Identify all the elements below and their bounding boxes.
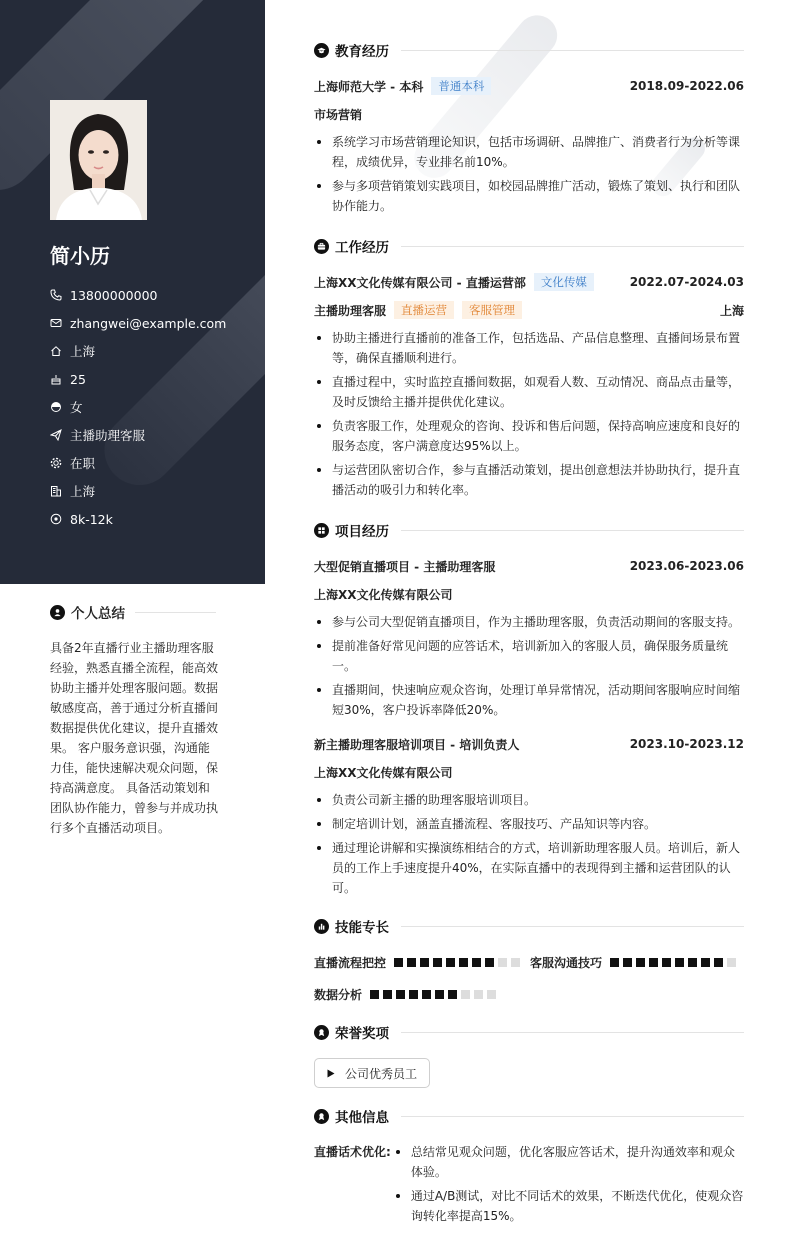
project-org-row — [314, 584, 744, 604]
summary-title: 个人总结 — [71, 606, 125, 622]
role-name: 主播助理客服 — [314, 303, 387, 318]
skill-block — [446, 958, 455, 967]
graduation-cap-icon — [314, 43, 329, 58]
school-name: 上海师范大学 - 本科 — [314, 79, 424, 94]
contact-value: 上海 — [70, 484, 96, 499]
contact-age — [50, 365, 226, 393]
skill-name: 数据分析 — [314, 987, 363, 1002]
skill-block — [688, 958, 697, 967]
skill-block — [511, 958, 520, 967]
list-item: 负责公司新主播的助理客服培训项目。 — [314, 790, 744, 810]
skill-block — [675, 958, 684, 967]
skills-header — [314, 916, 744, 936]
send-icon — [50, 429, 62, 441]
building-icon — [50, 485, 62, 497]
skill-block — [714, 958, 723, 967]
contact-value: 13800000000 — [70, 287, 158, 303]
industry-tag: 文化传媒 — [534, 273, 594, 291]
company-name: 上海XX文化传媒有限公司 - 直播运营部 — [314, 275, 526, 290]
list-item: 系统学习市场营销理论知识，包括市场调研、品牌推广、消费者行为分析等课程，成绩优异，专业排名前10%。 — [314, 132, 744, 172]
skill-item — [314, 984, 744, 1004]
skill-name: 客服沟通技巧 — [530, 955, 603, 970]
contact-email — [50, 309, 226, 337]
work-location: 上海 — [719, 303, 744, 318]
skill-block — [370, 990, 379, 999]
main-content — [314, 40, 744, 1230]
divider — [135, 612, 216, 613]
contact-gender — [50, 393, 226, 421]
project-date: 2023.10-2023.12 — [629, 737, 744, 751]
awards-list — [314, 1058, 744, 1088]
projects-header — [314, 520, 744, 540]
education-header — [314, 40, 744, 60]
skill-block — [420, 958, 429, 967]
skill-block — [407, 958, 416, 967]
work-row — [314, 272, 744, 292]
projects-title: 项目经历 — [335, 524, 389, 540]
contact-value: 在职 — [70, 456, 96, 471]
contact-value: 女 — [70, 400, 83, 415]
list-item: 直播期间，快速响应观众咨询，处理订单异常情况，活动期间客服响应时间缩短30%，客户投诉率降低20%。 — [314, 680, 744, 720]
skill-item — [314, 952, 524, 972]
skill-bar — [370, 990, 500, 999]
skill-block — [662, 958, 671, 967]
major-row — [314, 104, 744, 124]
contact-phone — [50, 281, 226, 309]
skill-block — [649, 958, 658, 967]
skill-block — [701, 958, 710, 967]
other-header — [314, 1106, 744, 1126]
status-icon — [50, 457, 62, 469]
project-bullets — [314, 612, 744, 720]
other-block — [314, 1142, 744, 1230]
work-header — [314, 236, 744, 256]
contact-home — [50, 337, 226, 365]
award-icon — [314, 1025, 329, 1040]
project-org: 上海XX文化传媒有限公司 — [314, 587, 453, 602]
project-bullets — [314, 790, 744, 898]
skill-name: 直播流程把控 — [314, 955, 387, 970]
list-item: 负责客服工作，处理观众的咨询、投诉和售后问题，保持高响应速度和良好的服务态度，客户满意度达95%以上。 — [314, 416, 744, 456]
contact-position — [50, 421, 226, 449]
list-item: 制定培训计划，涵盖直播流程、客服技巧、产品知识等内容。 — [314, 814, 744, 834]
list-item: 提前准备好常见问题的应答话术，培训新加入的客服人员，确保服务质量统一。 — [314, 636, 744, 676]
divider — [401, 1032, 744, 1033]
candidate-name: 简小历 — [50, 244, 110, 268]
contact-city — [50, 477, 226, 505]
other-label: 直播话术优化: — [314, 1145, 391, 1159]
contact-value: 8k-12k — [70, 511, 113, 527]
skill-block — [448, 990, 457, 999]
degree-tag: 普通本科 — [431, 77, 491, 95]
divider — [401, 1116, 744, 1117]
education-row — [314, 76, 744, 96]
awards-title: 荣誉奖项 — [335, 1026, 389, 1042]
skill-item — [530, 952, 740, 972]
skills-title: 技能专长 — [335, 920, 389, 936]
project-row — [314, 734, 744, 754]
work-bullets — [314, 328, 744, 500]
summary-header — [50, 602, 216, 622]
work-date: 2022.07-2024.03 — [629, 275, 744, 289]
divider — [401, 926, 744, 927]
skill-block — [394, 958, 403, 967]
skill-block — [727, 958, 736, 967]
project-org-row — [314, 762, 744, 782]
sidebar — [0, 0, 265, 584]
education-date: 2018.09-2022.06 — [629, 79, 744, 93]
project-row — [314, 556, 744, 576]
contact-value: 上海 — [70, 344, 96, 359]
skill-block — [422, 990, 431, 999]
list-item: 参与多项营销策划实践项目，如校园品牌推广活动，锻炼了策划、执行和团队协作能力。 — [314, 176, 744, 216]
other-bullets — [393, 1142, 744, 1230]
skill-block — [383, 990, 392, 999]
list-item: 参与公司大型促销直播项目，作为主播助理客服，负责活动期间的客服支持。 — [314, 612, 744, 632]
skill-block — [472, 958, 481, 967]
skill-block — [396, 990, 405, 999]
project-org: 上海XX文化传媒有限公司 — [314, 765, 453, 780]
list-item: 协助主播进行直播前的准备工作，包括选品、产品信息整理、直播间场景布置等，确保直播顺利进行。 — [314, 328, 744, 368]
avatar — [50, 100, 147, 220]
education-bullets — [314, 132, 744, 216]
work-title: 工作经历 — [335, 240, 389, 256]
role-tag: 直播运营 — [394, 301, 454, 319]
summary-text: 具备2年直播行业主播助理客服经验，熟悉直播全流程，能高效协助主播并处理客服问题。数据敏感度高，善于通过分析直播间数据提供优化建议，提升直播效果。 客户服务意识强，沟通能力佳，能快速解决观众问题，保持高满意度。 具备活动策划和团队协作能力，曾参与并成功执行多个直播活动项目。 — [50, 641, 219, 835]
mail-icon — [50, 317, 62, 329]
project-name: 新主播助理客服培训项目 - 培训负责人 — [314, 737, 520, 752]
contact-list — [50, 281, 226, 533]
age-icon — [50, 373, 62, 385]
divider — [401, 530, 744, 531]
skill-block — [433, 958, 442, 967]
briefcase-icon — [314, 239, 329, 254]
award-chip — [314, 1058, 430, 1088]
role-row — [314, 300, 744, 320]
skill-block — [623, 958, 632, 967]
contact-salary — [50, 505, 226, 533]
other-title: 其他信息 — [335, 1110, 389, 1126]
list-item: 总结常见观众问题，优化客服应答话术，提升沟通效率和观众体验。 — [393, 1142, 744, 1182]
home-icon — [50, 345, 62, 357]
list-item: 通过A/B测试，对比不同话术的效果，不断迭代优化，使观众咨询转化率提高15%。 — [393, 1186, 744, 1226]
skill-bar — [394, 958, 524, 967]
skill-block — [487, 990, 496, 999]
skill-block — [485, 958, 494, 967]
skills-row — [314, 952, 744, 972]
gender-icon — [50, 401, 62, 413]
education-title: 教育经历 — [335, 44, 389, 60]
bar-chart-icon — [314, 919, 329, 934]
list-item: 与运营团队密切合作，参与直播活动策划，提出创意想法并协助执行，提升直播活动的吸引力和转化率。 — [314, 460, 744, 500]
skill-block — [461, 990, 470, 999]
list-item: 通过理论讲解和实操演练相结合的方式，培训新助理客服人员。培训后，新人员的工作上手速度提升40%，在实际直播中的表现得到主播和运营团队的认可。 — [314, 838, 744, 898]
skill-bar — [610, 958, 740, 967]
skill-block — [474, 990, 483, 999]
play-icon — [327, 1069, 335, 1078]
skill-block — [409, 990, 418, 999]
major: 市场营销 — [314, 107, 363, 122]
contact-status — [50, 449, 226, 477]
skill-block — [435, 990, 444, 999]
project-date: 2023.06-2023.06 — [629, 559, 744, 573]
list-item: 直播过程中，实时监控直播间数据，如观看人数、互动情况、商品点击量等，及时反馈给主播并提供优化建议。 — [314, 372, 744, 412]
divider — [401, 246, 744, 247]
skill-block — [610, 958, 619, 967]
phone-icon — [50, 289, 62, 301]
contact-value: zhangwei@example.com — [70, 315, 227, 331]
skill-block — [459, 958, 468, 967]
salary-icon — [50, 513, 62, 525]
award-label: 公司优秀员工 — [345, 1066, 418, 1081]
award-icon — [314, 1109, 329, 1124]
skill-block — [498, 958, 507, 967]
contact-value: 25 — [70, 371, 86, 387]
grid-icon — [314, 523, 329, 538]
divider — [401, 50, 744, 51]
contact-value: 主播助理客服 — [70, 428, 146, 443]
role-tag: 客服管理 — [462, 301, 522, 319]
user-icon — [50, 605, 65, 620]
project-name: 大型促销直播项目 - 主播助理客服 — [314, 559, 496, 574]
skill-block — [636, 958, 645, 967]
awards-header — [314, 1022, 744, 1042]
